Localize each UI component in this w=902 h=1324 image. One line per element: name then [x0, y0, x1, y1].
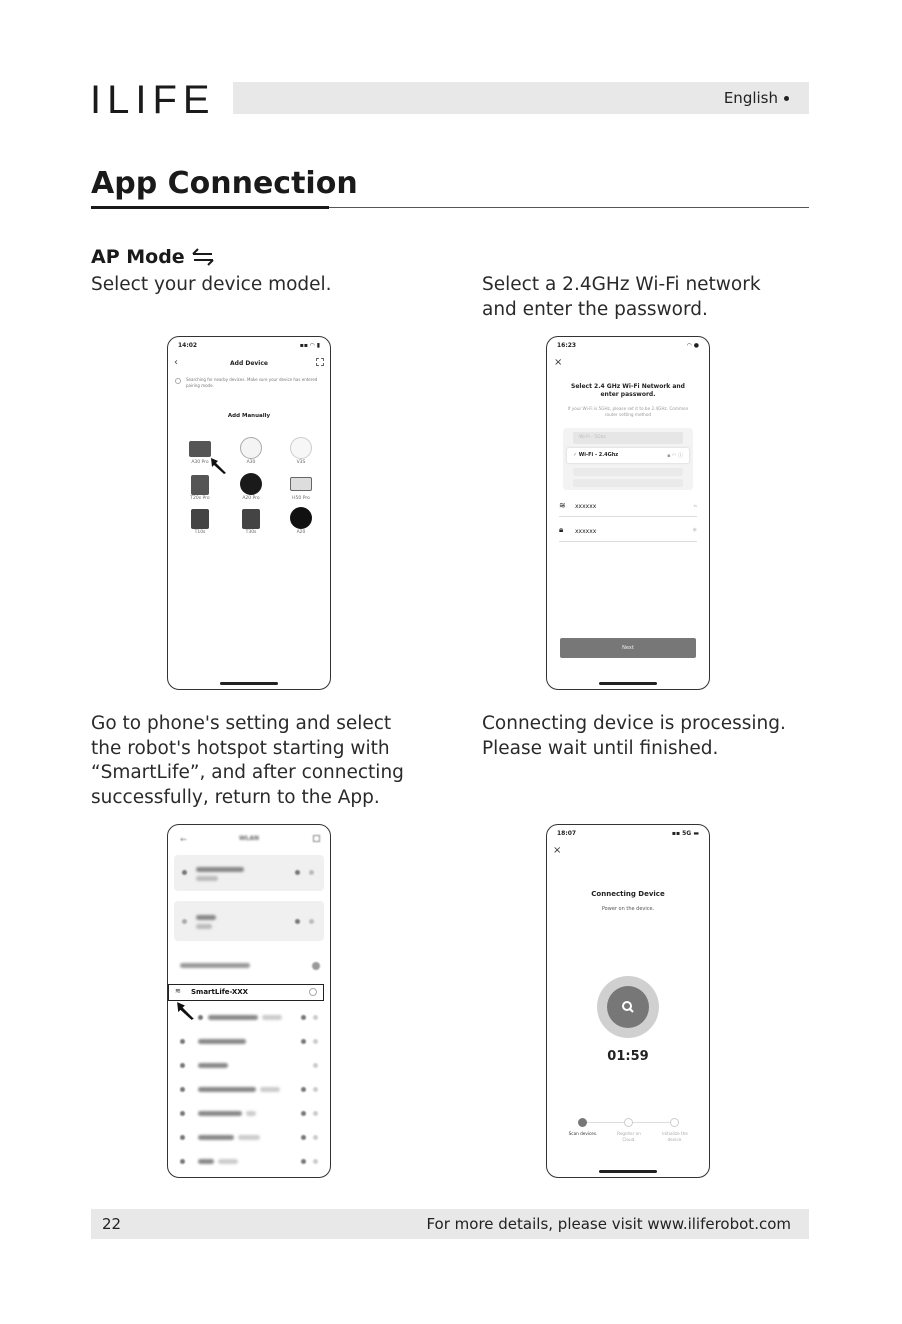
title-underline: [91, 206, 329, 209]
password-field[interactable]: [559, 522, 697, 542]
scan-icon[interactable]: [313, 835, 320, 842]
status-time: 16:23: [557, 342, 577, 349]
model-label: H50 Pro: [292, 496, 310, 501]
ilife-logo: ILIFE: [90, 78, 216, 122]
model-label: A30: [246, 460, 256, 465]
language-selector[interactable]: [724, 89, 789, 107]
stage-init-icon: [670, 1118, 679, 1127]
wifi-24-option[interactable]: [567, 448, 689, 463]
add-manually-label: Add Manually: [227, 413, 271, 419]
model-label: T20s Pro: [190, 496, 210, 501]
searching-text: Searching for nearby devices. Make sure your device has entered pairing mode.: [186, 377, 318, 388]
step-1-text: Select your device model.: [91, 274, 332, 295]
model-label: A20 Pro: [242, 496, 260, 501]
robot-station-icon: [191, 475, 209, 495]
wifi-heading: Select 2.4 GHz Wi-Fi Network and enter password.: [571, 383, 685, 398]
lock-icon: [295, 870, 300, 875]
bullet-icon: [784, 96, 789, 101]
step-2-text: Select a 2.4GHz Wi-Fi network and enter the password.: [482, 274, 761, 320]
network-sub-blurred: [196, 876, 218, 881]
wifi-option-blurred: [573, 468, 683, 476]
website-link-text: For more details, please visit www.iliferobot.com: [426, 1215, 791, 1233]
status-icons: ▪▪ ◠ ▮: [299, 342, 320, 349]
phone-wlan-settings: [167, 824, 331, 1178]
saved-network-2[interactable]: [174, 901, 324, 941]
model-label: T10s: [194, 530, 206, 535]
network-row[interactable]: [176, 1103, 322, 1125]
robot-station-icon: [189, 441, 211, 457]
section-header-blurred: [180, 963, 250, 968]
scan-icon[interactable]: [316, 358, 324, 366]
back-arrow-icon[interactable]: ←: [180, 835, 187, 844]
phone-add-device: [167, 336, 331, 690]
title-divider: [329, 207, 809, 208]
search-icon: [621, 1000, 635, 1014]
lock-icon: 🔒︎: [559, 525, 564, 534]
ap-mode-label: AP Mode: [91, 246, 185, 268]
saved-network-1[interactable]: [174, 855, 324, 891]
smartlife-hotspot-row[interactable]: [168, 984, 324, 1001]
ap-mode-heading: [91, 246, 215, 268]
robot-station-icon: [191, 509, 209, 529]
phone-connecting-device: [546, 824, 710, 1178]
status-bar: [557, 342, 699, 349]
ssid-value: xxxxxx: [575, 503, 597, 510]
connecting-heading: Connecting Device: [591, 890, 665, 898]
model-label: V3S: [296, 460, 306, 465]
wifi-option-blurred: [573, 479, 683, 487]
robot-icon: [240, 473, 262, 495]
pointer-arrow-icon: [210, 457, 228, 475]
network-row[interactable]: [176, 1127, 322, 1149]
wifi-icon: [182, 919, 187, 924]
status-icons: ▪▪ 5G ▬: [671, 830, 699, 837]
stage-cloud-label: Register on Cloud.: [617, 1131, 641, 1142]
eye-icon[interactable]: ◉: [692, 527, 697, 533]
wifi-subtext: If your Wi-Fi is 5GHz, please set it to be 2.4GHz. Common router setting method: [567, 406, 689, 417]
home-indicator: [599, 1170, 657, 1173]
stage-init-label: Initialize the device.: [662, 1131, 688, 1142]
wifi-list-panel: [563, 428, 693, 490]
network-name-blurred: [196, 915, 216, 920]
network-row[interactable]: [176, 1007, 322, 1029]
wifi-5g-option[interactable]: [573, 432, 683, 444]
step-3-text: Go to phone's setting and select the robot's hotspot starting with “SmartLife”, and after connecting successfully, return to the App.: [91, 713, 404, 808]
wlan-title: WLAN: [238, 835, 260, 842]
password-value: xxxxxx: [575, 528, 597, 535]
phone-wifi-select: [546, 336, 710, 690]
refresh-icon[interactable]: [312, 962, 320, 970]
network-row[interactable]: [176, 1151, 322, 1173]
swap-arrows-icon: [191, 248, 215, 266]
status-bar: [178, 342, 320, 349]
swap-icon[interactable]: ⇆: [693, 503, 697, 508]
robot-icon: [290, 507, 312, 529]
wifi-5g-label: Wi-Fi - 5Ghz: [579, 435, 606, 440]
lock-info-icon: ▪ ◠ ⓘ: [667, 453, 683, 459]
info-icon[interactable]: [309, 870, 314, 875]
language-bar: [233, 82, 809, 114]
lock-icon: [295, 919, 300, 924]
close-icon[interactable]: ×: [553, 845, 562, 856]
wifi-icon: ≋: [559, 501, 566, 510]
next-button[interactable]: Next: [560, 638, 696, 658]
check-icon: ✓: [573, 452, 579, 458]
stage-cloud-icon: [624, 1118, 633, 1127]
status-time: 14:02: [178, 342, 198, 349]
info-icon[interactable]: [309, 988, 317, 996]
robot-station-icon: [242, 509, 260, 529]
stage-scan-icon: [578, 1118, 587, 1127]
signal-label: 5G: [682, 830, 692, 837]
status-icons: ◠ ●: [687, 342, 699, 349]
wifi-24-label: Wi-Fi - 2.4Ghz: [578, 452, 619, 458]
language-label: English: [723, 89, 778, 107]
info-icon[interactable]: [309, 919, 314, 924]
screen-title: Add Device: [230, 360, 268, 367]
home-indicator: [220, 682, 278, 685]
model-label: T30s: [245, 530, 257, 535]
robot-icon: [290, 437, 312, 459]
ssid-field[interactable]: [559, 497, 697, 517]
home-indicator: [599, 682, 657, 685]
back-icon[interactable]: ‹: [174, 357, 178, 368]
robot-station-icon: [290, 477, 312, 491]
hotspot-name: SmartLife-XXX: [191, 988, 249, 996]
network-name-blurred: [196, 867, 244, 872]
close-icon[interactable]: ×: [554, 357, 563, 368]
model-label: A20: [296, 530, 306, 535]
network-row[interactable]: [176, 1079, 322, 1101]
wifi-icon: ≋: [175, 987, 181, 995]
page-title: App Connection: [91, 166, 358, 201]
wifi-icon: [182, 870, 187, 875]
network-row[interactable]: [176, 1031, 322, 1053]
robot-icon: [240, 437, 262, 459]
network-row[interactable]: [176, 1055, 322, 1077]
status-bar: [557, 830, 699, 837]
connecting-subtext: Power on the device.: [601, 906, 655, 912]
step-4-text: Connecting device is processing. Please wait until finished.: [482, 713, 786, 759]
footer-bar: [91, 1209, 809, 1239]
page-number: 22: [102, 1215, 122, 1233]
countdown-timer: 01:59: [607, 1049, 649, 1064]
stage-scan-label: Scan devices.: [568, 1131, 598, 1136]
network-sub-blurred: [196, 924, 212, 929]
model-label: A30 Pro: [191, 460, 209, 465]
spinner-icon: [175, 378, 181, 384]
progress-ring: [597, 976, 659, 1038]
status-time: 18:07: [557, 830, 577, 837]
